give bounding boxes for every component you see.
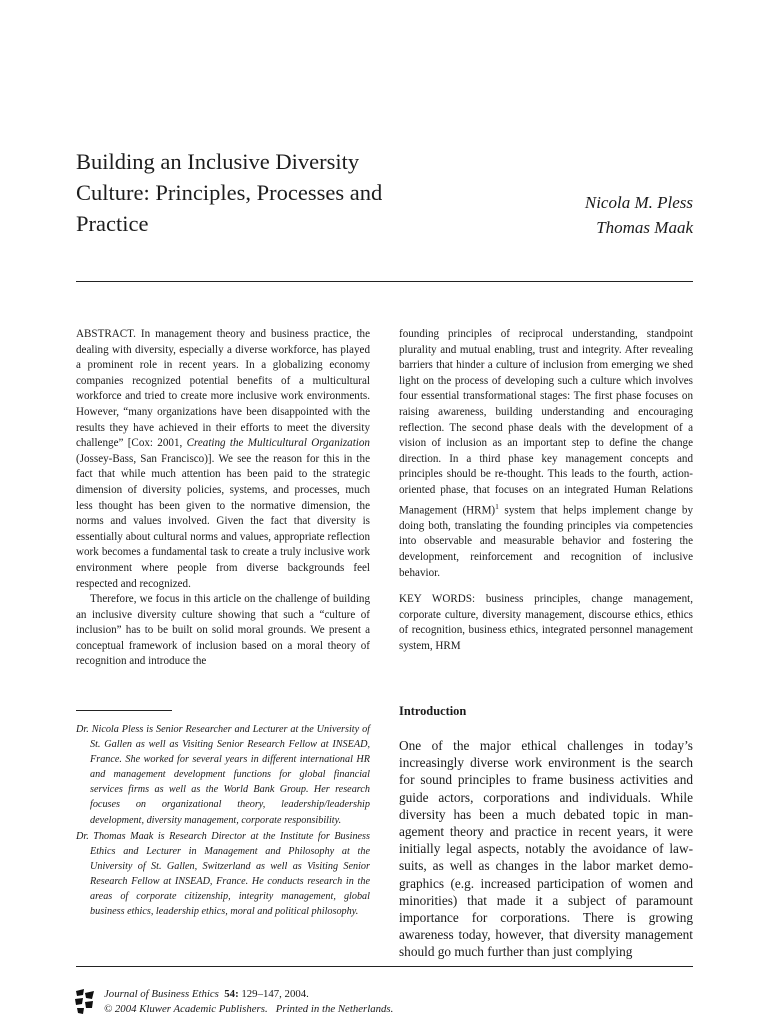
copyright-line (104, 1002, 393, 1017)
header-divider (76, 281, 693, 282)
abstract-text: founding principles of reciprocal understanding, standpoint plurality and mutual enabling, trust and integrity. After revealing barriers that hinder a culture of inclusion from emerging we shed light on the process of developing such a culture which involves four essential transformational stages: The first phase focuses on raising awareness, building understanding and encouraging reflection. The second phase deals with the development of a vision of inclusion as an important step to define the change direction. In a third phase key management concepts and principles should be re-thought. This leads to the fourth, action-oriented phase, that focuses on an integrated Human Relations Management (HRM) (399, 328, 693, 517)
introduction-paragraph: One of the major ethical challenges in today’s increasingly diverse work environment is the search for sound principles to frame business activities and guide actors, corporations and individuals. While diversity has been a much debated topic in management theory and practice in recent years, it were initially legal aspects, notably the avoidance of lawsuits, as well as changes in the labor market demographics (e.g. increased participation of women and minorities) that made it a subject of paramount importance for corporations. There is growing awareness today, however, that diversity management should go much further than just complying (399, 738, 693, 960)
author-footnotes (76, 722, 370, 920)
abstract-continuation-column (399, 327, 693, 655)
abstract-label: ABSTRACT. (76, 328, 136, 340)
abstract-text: In management theory and business practice, the dealing with diversity, especially a diverse workforce, has played a prominent role in recent years. In a globalizing economy companies recognized potential benefits of a multicultural workforce and tried to create more inclusive work environments. However, “many organizations have been disappointed with the results they have achieved in their efforts to meet the diversity challenge” [Cox: 2001, (76, 328, 370, 450)
title-line: Building an Inclusive Diversity (76, 149, 360, 174)
abstract-text: system that helps implement change by doing both, translating the founding principles via competencies into observable and measurable behavior and fostering the development, reinforcement and recognition of inclusive behavior. (399, 504, 693, 579)
printed-text: Printed in the Netherlands. (275, 1003, 394, 1015)
author-name: Nicola M. Pless (584, 193, 693, 212)
cited-book-title: Creating the Multicultural Organization (186, 437, 370, 450)
keywords-label: KEY WORDS: (399, 593, 476, 606)
publisher-logo-icon (74, 987, 96, 1015)
journal-citation (104, 987, 393, 1017)
journal-pages: 129–147, 2004. (238, 988, 309, 1000)
abstract-paragraph-2: Therefore, we focus in this article on the challenge of building an inclusive diversity culture showing that such a “culture of inclusion” has to be built on solid moral grounds. We present a conceptual framework of inclusion based on a moral theory of recognition and introduce the (76, 593, 370, 668)
title-line: Practice (76, 211, 149, 236)
journal-volume: 54: (224, 988, 239, 1000)
section-heading: Introduction (399, 704, 467, 718)
footer-divider (76, 966, 693, 967)
author-bio: Dr. Thomas Maak is Research Director at the Institute for Business Ethics and Lecturer in Management and Philosophy at the University of St. Gallen, Switzerland as well as Visiting Senior Research Fellow at INSEAD, France. He conducts research in the areas of corporate citizenship, integrity management, global business ethics, leadership ethics, moral and political philosophy. (76, 830, 370, 918)
keywords-text: business principles, change management, corporate culture, diversity management, discourse ethics, ethics of recognition, business ethics, integrated personnel management system, HRM (399, 593, 694, 652)
journal-name: Journal of Business Ethics (104, 988, 219, 1000)
abstract-paragraph (76, 327, 370, 592)
footnote-divider (76, 710, 172, 711)
article-title (76, 146, 456, 239)
abstract-continuation (399, 327, 693, 581)
footnote-marker: 1 (495, 501, 499, 511)
author-name: Thomas Maak (596, 218, 693, 237)
copyright-text: © 2004 Kluwer Academic Publishers. (104, 1003, 268, 1015)
author-bio: Dr. Nicola Pless is Senior Researcher and Lecturer at the University of St. Gallen as well as Visiting Senior Research Fellow at INSEAD, France. She worked for several years in different international HR and management development functions for global financial services firms as well as the World Bank Group. Her research focuses on organizational theory, leadership/leadership development, diversity management, corporate responsibility. (76, 724, 370, 826)
abstract-column (76, 327, 370, 670)
title-line: Culture: Principles, Processes and (76, 180, 383, 205)
author-list (585, 190, 693, 240)
journal-line (104, 987, 393, 1002)
abstract-text: (Jossey-Bass, San Francisco)]. We see the reason for this in the fact that while much attention has been paid to the strategic dimension of diversity policies, systems, and processes, much less thought has been given to the normative dimension, the norms and values involved. Given the fact that diversity is essentially about cultural norms and values, appropriate reflection work becomes a fundamental task to create a truly inclusive work environment where people from diverse backgrounds feel respected and recognized. (76, 452, 370, 590)
keywords (399, 592, 693, 654)
